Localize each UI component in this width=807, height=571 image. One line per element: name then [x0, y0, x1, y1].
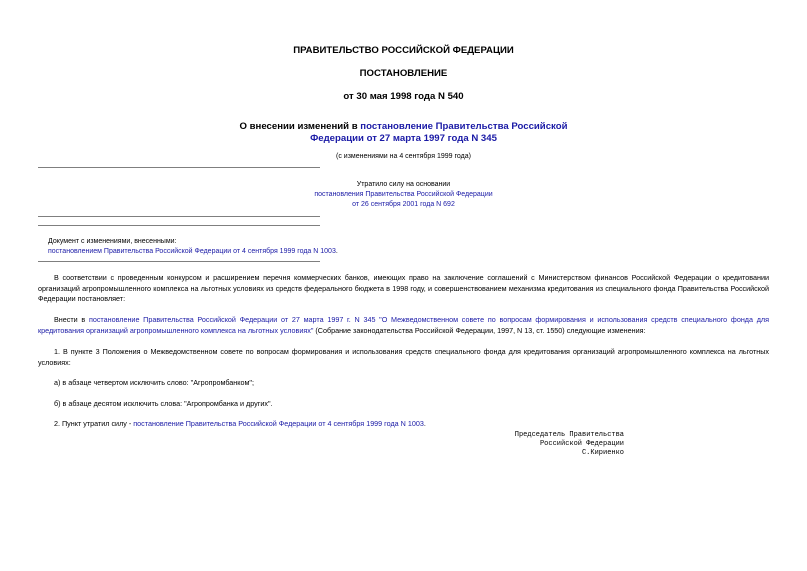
government-heading: ПРАВИТЕЛЬСТВО РОССИЙСКОЙ ФЕДЕРАЦИИ	[293, 45, 514, 56]
document-type: ПОСТАНОВЛЕНИЕ	[359, 68, 448, 79]
signature-block	[500, 431, 624, 458]
paragraph-preamble: В соответствии с проведенным конкурсом и расширением перечня коммерческих банков, имеющих право на заключение соглашений с Министерством финансов Российской Федерации о кредитовании организаций агропромышленного комплекса на льготных условиях из средств федерального бюджета в 1998 году, и совершенствованием механизма кредитования из специального фонда Правительства Российской Федерации постановляет:	[38, 273, 769, 303]
document-date-number: от 30 мая 1998 года N 540	[343, 91, 464, 102]
divider	[38, 167, 320, 168]
paragraph-item-1: 1. В пункте 3 Положения о Межведомственном совете по вопросам формирования и использования средств специального фонда для кредитования организаций агропромышленного комплекса на льготных условиях:	[38, 347, 769, 367]
changes-link[interactable]: постановлением Правительства Российской Федерации от 4 сентября 1999 года N 1003	[48, 248, 336, 255]
divider	[38, 225, 320, 226]
p2-suffix: (Собрание законодательства Российской Федерации, 1997, N 13, ст. 1550) следующие изменения:	[313, 325, 646, 335]
lost-force-link-line2[interactable]: от 26 сентября 2001 года N 692	[352, 201, 455, 208]
signature-name: С.Кириенко	[581, 449, 624, 457]
document-title	[0, 121, 807, 145]
changes-suffix: .	[335, 248, 338, 255]
p6-link[interactable]: постановление Правительства Российской Федерации от 4 сентября 1999 года N 1003	[133, 419, 424, 428]
signature-line1: Председатель Правительства	[514, 431, 624, 439]
changes-label: Документ с изменениями, внесенными:	[48, 238, 177, 245]
paragraph-item-2	[54, 419, 769, 430]
changes-document-block	[48, 237, 338, 257]
p2-link[interactable]: постановление Правительства Российской Федерации от 27 марта 1997 г. N 345 "О Межведомственном совете по вопросам формирования и использования средств специального фонда для кредитования организаций агропромышленного комплекса на льготных условиях"	[38, 315, 769, 335]
lost-force-link-line1[interactable]: постановления Правительства Российской Федерации	[314, 191, 493, 198]
paragraph-item-a: а) в абзаце четвертом исключить слово: "Агропромбанком";	[54, 378, 254, 387]
signature-line2: Российской Федерации	[539, 440, 624, 448]
divider	[38, 216, 320, 217]
divider	[38, 261, 320, 262]
lost-force-line1: Утратило силу на основании	[356, 181, 451, 188]
p6-prefix: 2. Пункт утратил силу -	[54, 419, 134, 428]
title-link-line2[interactable]: Федерации от 27 марта 1997 года N 345	[310, 133, 497, 144]
paragraph-amend	[38, 315, 769, 336]
title-prefix: О внесении изменений в	[239, 121, 361, 132]
amendments-note: (с изменениями на 4 сентября 1999 года)	[336, 153, 471, 160]
paragraph-item-b: б) в абзаце десятом исключить слова: "Агропромбанка и других".	[54, 399, 273, 408]
p2-prefix: Внести в	[54, 315, 89, 324]
p6-suffix: .	[423, 419, 426, 428]
title-link-line1[interactable]: постановление Правительства Российской	[360, 121, 568, 132]
lost-force-block	[0, 180, 807, 210]
